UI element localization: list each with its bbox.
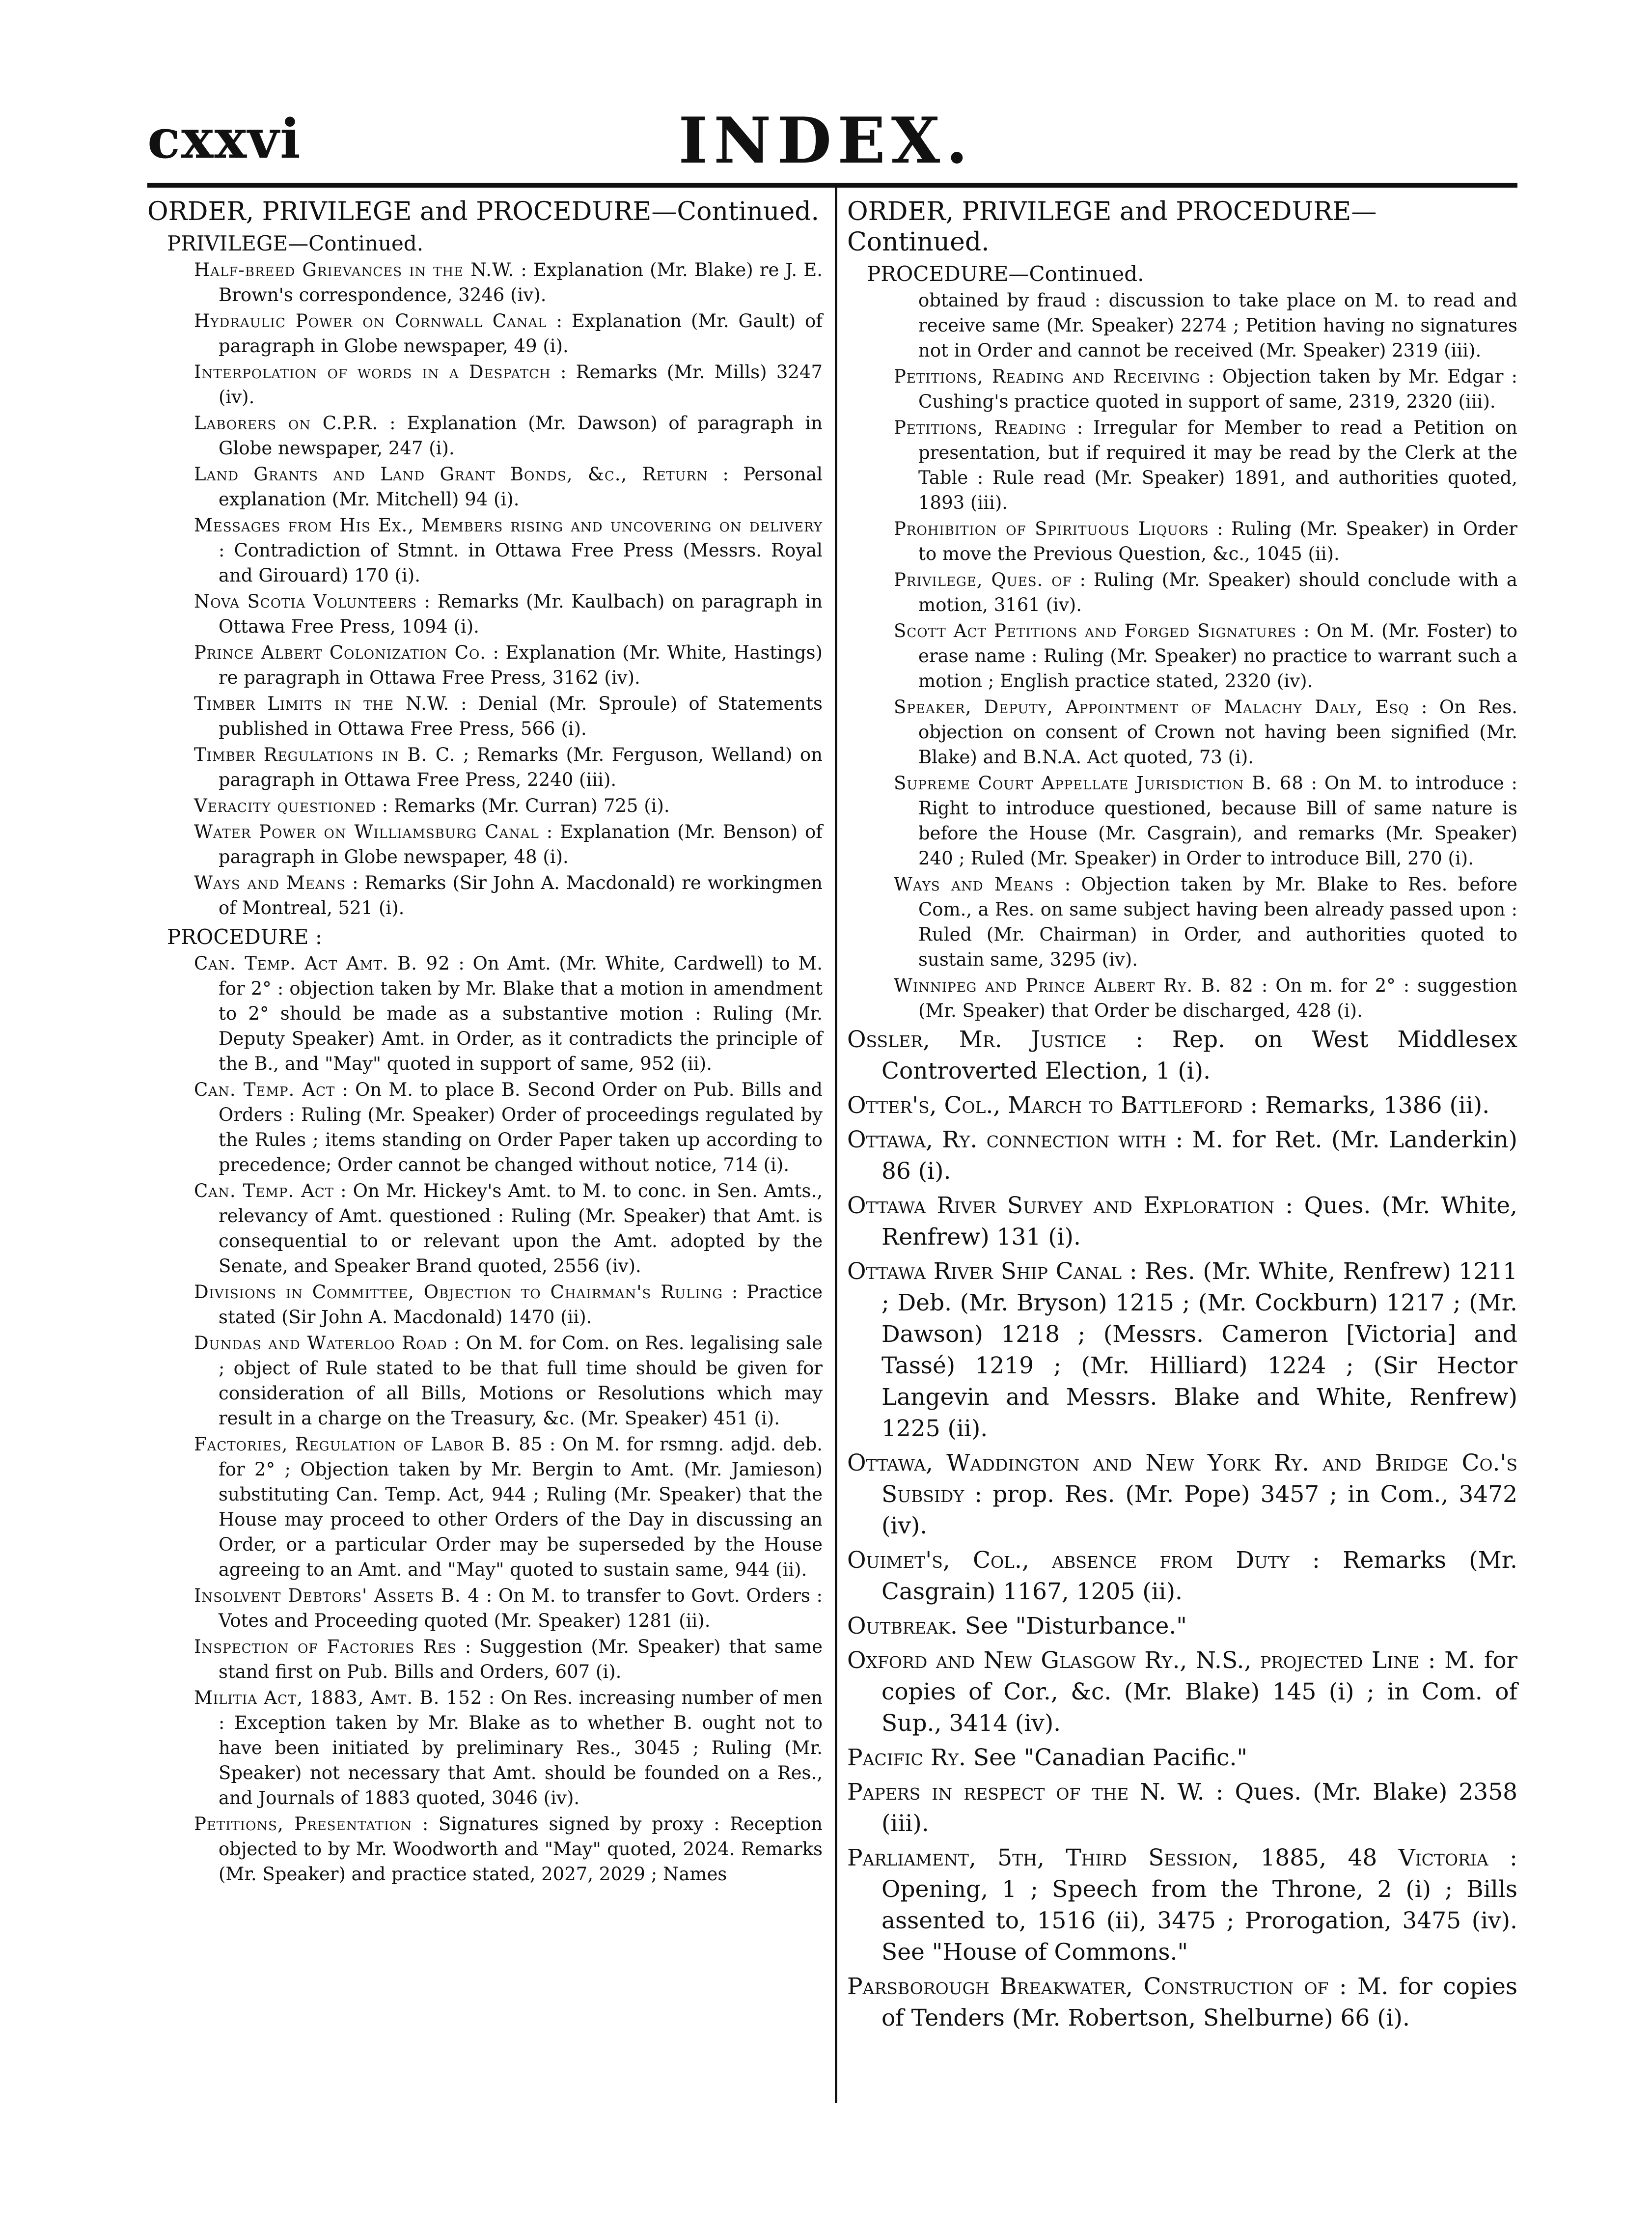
entry-text: : Explanation (Mr. Gault) of paragraph in Globe newspaper, 49 (i).: [219, 310, 823, 357]
entry-heading: Nova Scotia Volunteers: [194, 591, 417, 612]
entry-heading: Petitions, Presentation: [194, 1813, 413, 1835]
left-column: [147, 196, 823, 1888]
entry-text: : M. for copies of Tenders (Mr. Robertson, Shelburne) 66 (i).: [881, 1973, 1518, 2032]
column-divider: [835, 188, 837, 2103]
entry-text: : On Res. objection on consent of Crown not having been signified (Mr. Blake) and B.N.A. Act quoted, 73 (i).: [918, 696, 1517, 768]
entry-text: : Remarks (Mr. Mills) 3247 (iv).: [219, 362, 823, 408]
index-entry: [847, 1545, 1518, 1608]
entry-text: : Signatures signed by proxy : Reception objected to by Mr. Woodworth and "May" quoted, 2024. Remarks (Mr. Speaker) and practice stated, 2027, 2029 ; Names: [219, 1813, 823, 1885]
entry-heading: Speaker, Deputy, Appointment of Malachy Daly, Esq: [894, 696, 1409, 718]
entry-text: : M. for copies of Cor., &c. (Mr. Blake) 145 (i) ; in Com. of Sup., 3414 (iv).: [881, 1647, 1517, 1737]
main-entries: [847, 1024, 1517, 2034]
entry-heading: Messages from His Ex., Members rising and uncovering on delivery: [194, 515, 823, 536]
entry-heading: Petitions, Reading: [894, 417, 1067, 438]
index-entry: [194, 462, 823, 512]
index-entry: [194, 1583, 823, 1633]
entry-text: : Contradiction of Stmnt. in Ottawa Free Press (Messrs. Royal and Girouard) 170 (i).: [219, 540, 823, 586]
index-entry: [894, 973, 1518, 1023]
index-entry: [194, 1685, 823, 1810]
entry-heading: Ottawa, Waddington and New York Ry. and Bridge Co.'s Subsidy: [847, 1449, 1517, 1508]
index-entry: [194, 308, 823, 359]
entry-text: : Remarks (Mr. Kaulbach) on paragraph in Ottawa Free Press, 1094 (i).: [219, 591, 823, 637]
index-entry: [194, 360, 823, 410]
entry-heading: Ottawa River Survey and Exploration: [847, 1192, 1275, 1219]
entry-heading: Supreme Court Appellate Jurisdiction B. 68: [894, 773, 1304, 794]
entry-heading: Privilege, Ques. of: [894, 569, 1072, 590]
entry-text: : On Res. increasing number of men : Exception taken by Mr. Blake as to whether B. ought not to have been initiated by preliminary Res., 3045 ; Ruling (Mr. Speaker) not necessary that Amt. should be founded on a Res., and Journals of 1883 quoted, 3046 (iv).: [219, 1687, 823, 1809]
index-entry: [194, 1077, 823, 1177]
entry-text: : prop. Res. (Mr. Pope) 3457 ; in Com., 3472 (iv).: [881, 1481, 1517, 1539]
entry-text: : Res. (Mr. White, Renfrew) 1211 ; Deb. (Mr. Bryson) 1215 ; (Mr. Cockburn) 1217 ; (Mr. Dawson) 1218 ; (Messrs. Cameron [Victoria] and Tassé) 1219 ; (Mr. Hilliard) 1224 ; (Sir Hector Langevin and Messrs. Blake and White, Renfrew) 1225 (ii).: [881, 1258, 1517, 1442]
entry-text: : Personal explanation (Mr. Mitchell) 94 (i).: [219, 464, 823, 510]
entry-text: : Explanation (Mr. White, Hastings) re paragraph in Ottawa Free Press, 3162 (iv).: [219, 642, 823, 688]
entry-heading: Militia Act, 1883, Amt. B. 152: [194, 1687, 483, 1708]
entry-heading: Ossler, Mr. Justice: [847, 1026, 1107, 1053]
subsection-heading: PROCEDURE—Continued.: [867, 262, 1144, 286]
procedure-entries: [847, 364, 1517, 1023]
index-entry: [847, 1124, 1517, 1187]
entry-heading: Can. Temp. Act: [194, 1180, 334, 1201]
entry-heading: Timber Regulations in B. C.: [194, 744, 456, 765]
entry-heading: Papers in respect of the N. W.: [847, 1779, 1205, 1806]
index-entry: [194, 1432, 823, 1582]
entry-text: : On Mr. Hickey's Amt. to M. to conc. in Sen. Amts., relevancy of Amt. questioned : Ruling (Mr. Speaker) that Amt. is consequential to or relevant upon the Amt. adopted by the Senate, and Speaker Brand quoted, 2556 (iv).: [219, 1180, 823, 1277]
index-entry: [894, 516, 1517, 566]
index-entry: [194, 589, 823, 639]
index-entry: [894, 567, 1517, 617]
entry-heading: Parsborough Breakwater, Construction of: [847, 1973, 1329, 2000]
entry-text: ; Remarks (Mr. Ferguson, Welland) on paragraph in Ottawa Free Press, 2240 (iii).: [219, 744, 823, 790]
entry-text: : Objection taken by Mr. Edgar : Cushing's practice quoted in support of same, 2319, 2320 (iii).: [918, 366, 1517, 412]
page-number: cxxvi: [147, 107, 302, 170]
entry-text: : On M. for Com. on Res. legalising sale ; object of Rule stated to be that full time should be given for consideration of all Bills, Motions or Resolutions which may result in a charge on the Treasury, &c. (Mr. Speaker) 451 (i).: [219, 1333, 823, 1429]
entry-heading: Laborers on C.P.R.: [194, 413, 379, 434]
entry-text: See "Disturbance.": [957, 1613, 1187, 1640]
index-entry: [194, 1178, 823, 1279]
entry-heading: Ottawa, Ry. connection with: [847, 1126, 1167, 1153]
entry-heading: Outbreak.: [847, 1613, 958, 1640]
index-entry: [194, 819, 823, 869]
entry-text: : Explanation (Mr. Blake) re J. E. Brown's correspondence, 3246 (iv).: [219, 259, 823, 306]
index-entry: [847, 1645, 1517, 1739]
privilege-entries: [147, 257, 823, 920]
index-entry: [847, 1256, 1517, 1445]
entry-heading: Divisions in Committee, Objection to Chairman's Ruling: [194, 1281, 723, 1303]
entry-heading: Otter's, Col., March to Battleford: [847, 1092, 1243, 1119]
index-entry: [894, 771, 1517, 871]
entry-heading: Timber Limits in the N.W.: [194, 693, 450, 714]
entry-text: : On M. to place B. Second Order on Pub. Bills and Orders : Ruling (Mr. Speaker) Order of proceedings regulated by the Rules ; items standing on Order Paper taken up according to precedence; Order cannot be changed without notice, 714 (i).: [219, 1079, 823, 1175]
index-entry: [847, 1611, 1517, 1642]
entry-text: : Objection taken by Mr. Blake to Res. before Com., a Res. on same subject having been already passed upon : Ruled (Mr. Chairman) in Order, and authorities quoted to sustain same, 3295 (iv).: [918, 874, 1517, 970]
entry-heading: Ouimet's, Col., absence from Duty: [847, 1547, 1290, 1574]
entry-text: : Explanation (Mr. Dawson) of paragraph in Globe newspaper, 247 (i).: [219, 413, 823, 459]
index-entry: [194, 742, 823, 792]
entry-heading: Petitions, Reading and Receiving: [894, 366, 1201, 387]
entry-heading: Factories, Regulation of Labor B. 85: [194, 1434, 543, 1455]
section-heading: ORDER, PRIVILEGE and PROCEDURE—Continued.: [847, 197, 1377, 257]
index-entry: [194, 513, 823, 588]
index-entry: [194, 411, 823, 461]
entry-text: : Ruling (Mr. Speaker) in Order to move the Previous Question, &c., 1045 (ii).: [918, 518, 1517, 564]
index-entry: [847, 1448, 1517, 1542]
index-entry: [194, 951, 823, 1076]
entry-heading: Water Power on Williamsburg Canal: [194, 821, 539, 842]
entry-text: : Remarks (Mr. Casgrain) 1167, 1205 (ii).: [881, 1547, 1518, 1605]
entry-text: : Explanation (Mr. Benson) of paragraph in Globe newspaper, 48 (i).: [219, 821, 823, 867]
entry-text: : Remarks (Sir John A. Macdonald) re workingmen of Montreal, 521 (i).: [219, 872, 823, 919]
entry-heading: Winnipeg and Prince Albert Ry. B. 82: [894, 975, 1254, 996]
entry-heading: Veracity questioned: [194, 795, 377, 816]
index-entry: [194, 793, 823, 818]
entry-text: : Ques. (Mr. White, Renfrew) 131 (i).: [881, 1192, 1517, 1251]
entry-heading: Scott Act Petitions and Forged Signatures: [894, 620, 1297, 641]
section-heading: ORDER, PRIVILEGE and PROCEDURE—Continued.: [147, 197, 820, 226]
index-entry: [894, 695, 1517, 770]
entry-heading: Can. Temp. Act Amt. B. 92: [194, 953, 450, 974]
entry-heading: Inspection of Factories Res: [194, 1636, 457, 1657]
index-entry: [194, 1634, 823, 1684]
entry-text: : On m. for 2° : suggestion (Mr. Speaker) that Order be discharged, 428 (i).: [918, 975, 1518, 1021]
entry-text: : Irregular for Member to read a Petition on presentation, but if required it may be read by the Clerk at the Table : Rule read (Mr. Speaker) 1891, and authorities quoted, 1893 (iii).: [918, 417, 1517, 513]
index-entry: [847, 1090, 1517, 1121]
index-entry: [894, 872, 1517, 972]
entry-heading: Prince Albert Colonization Co.: [194, 642, 487, 663]
index-entry: [894, 618, 1517, 694]
index-entry: [847, 1777, 1517, 1839]
entry-text: : On Amt. (Mr. White, Cardwell) to M. for 2° : objection taken by Mr. Blake that a motion in amendment to 2° should be made as a substantive motion : Ruling (Mr. Deputy Speaker) Amt. in Order, as it contradicts the principle of the B., and "May" quoted in support of same, 952 (ii).: [219, 953, 823, 1074]
entry-text: : On M. (Mr. Foster) to erase name : Ruling (Mr. Speaker) no practice to warrant such a motion ; English practice stated, 2320 (iv).: [918, 620, 1517, 692]
entry-heading: Can. Temp. Act: [194, 1079, 335, 1100]
index-entry: [194, 640, 823, 690]
procedure-entries: [147, 951, 823, 1887]
entry-heading: Ways and Means: [894, 874, 1054, 895]
index-entry: [847, 1842, 1517, 1968]
entry-text: : Remarks (Mr. Curran) 725 (i).: [376, 795, 670, 816]
entry-heading: Oxford and New Glasgow Ry., N.S., projected Line: [847, 1647, 1420, 1674]
index-entry: [847, 1742, 1517, 1774]
entry-text: : Ques. (Mr. Blake) 2358 (iii).: [881, 1779, 1517, 1837]
entry-text: : M. for Ret. (Mr. Landerkin) 86 (i).: [881, 1126, 1517, 1185]
entry-heading: Half-breed Grievances in the N.W.: [194, 259, 515, 280]
entry-heading: Interpolation of words in a Despatch: [194, 362, 551, 383]
entry-text: : Suggestion (Mr. Speaker) that same stand first on Pub. Bills and Orders, 607 (i).: [219, 1636, 823, 1682]
index-entry: [847, 1971, 1518, 2034]
entry-text: : Denial (Mr. Sproule) of Statements published in Ottawa Free Press, 566 (i).: [219, 693, 823, 739]
index-entry: [194, 691, 823, 741]
entry-heading: Ottawa River Ship Canal: [847, 1258, 1122, 1285]
subsection-heading: PRIVILEGE—Continued.: [167, 231, 424, 255]
entry-text: : Rep. on West Middlesex Controverted Election, 1 (i).: [881, 1026, 1517, 1085]
index-entry: [194, 257, 823, 307]
entry-heading: Dundas and Waterloo Road: [194, 1333, 448, 1354]
index-entry: [894, 415, 1517, 515]
entry-text: See "Canadian Pacific.": [965, 1744, 1248, 1771]
index-entry: [194, 1811, 823, 1887]
header-rule: [147, 183, 1517, 188]
index-entry: [847, 1190, 1517, 1253]
entry-heading: Prohibition of Spirituous Liquors: [894, 518, 1209, 539]
entry-text: : Remarks, 1386 (ii).: [1242, 1092, 1490, 1119]
index-entry: [194, 1280, 823, 1330]
entry-heading: Ways and Means: [194, 872, 346, 893]
entry-heading: Insolvent Debtors' Assets B. 4: [194, 1585, 480, 1606]
page-title: INDEX.: [678, 104, 974, 178]
entry-text: : On M. to transfer to Govt. Orders : Votes and Proceeding quoted (Mr. Speaker) 1281 (ii).: [219, 1585, 823, 1631]
continued-entry: obtained by fraud : discussion to take place on M. to read and receive same (Mr. Speaker) 2274 ; Petition having no signatures not in Order and cannot be received (Mr. Speaker) 2319 (iii).: [918, 290, 1517, 361]
entry-text: : Opening, 1 ; Speech from the Throne, 2 (i) ; Bills assented to, 1516 (ii), 3475 ; Prorogation, 3475 (iv). See "House of Commons.": [881, 1844, 1517, 1966]
entry-text: : Practice stated (Sir John A. Macdonald) 1470 (ii).: [219, 1281, 823, 1328]
entry-heading: Land Grants and Land Grant Bonds, &c., Return: [194, 464, 709, 485]
entry-text: : On M. for rsmng. adjd. deb. for 2° ; Objection taken by Mr. Bergin to Amt. (Mr. Jamieson) substituting Can. Temp. Act, 944 ; Ruling (Mr. Speaker) that the House may proceed to other Orders of the Day in discussing an Order, or a particular Order may be superseded by the House agreeing to an Amt. and "May" quoted to sustain same, 944 (ii).: [219, 1434, 823, 1580]
index-entry: [194, 870, 823, 920]
entry-heading: Pacific Ry.: [847, 1744, 966, 1771]
entry-text: : Ruling (Mr. Speaker) should conclude with a motion, 3161 (iv).: [918, 569, 1517, 615]
index-entry: [894, 364, 1517, 414]
subsection-heading: PROCEDURE :: [167, 925, 322, 949]
index-entry: [194, 1331, 823, 1431]
index-entry: [847, 1024, 1517, 1087]
entry-text: : On M. to introduce : Right to introduce questioned, because Bill of same nature is before the House (Mr. Casgrain), and remarks (Mr. Speaker) 240 ; Ruled (Mr. Speaker) in Order to introduce Bill, 270 (i).: [918, 773, 1517, 869]
right-column: [847, 196, 1517, 2037]
entry-heading: Hydraulic Power on Cornwall Canal: [194, 310, 547, 332]
entry-heading: Parliament, 5th, Third Session, 1885, 48 Victoria: [847, 1844, 1488, 1871]
